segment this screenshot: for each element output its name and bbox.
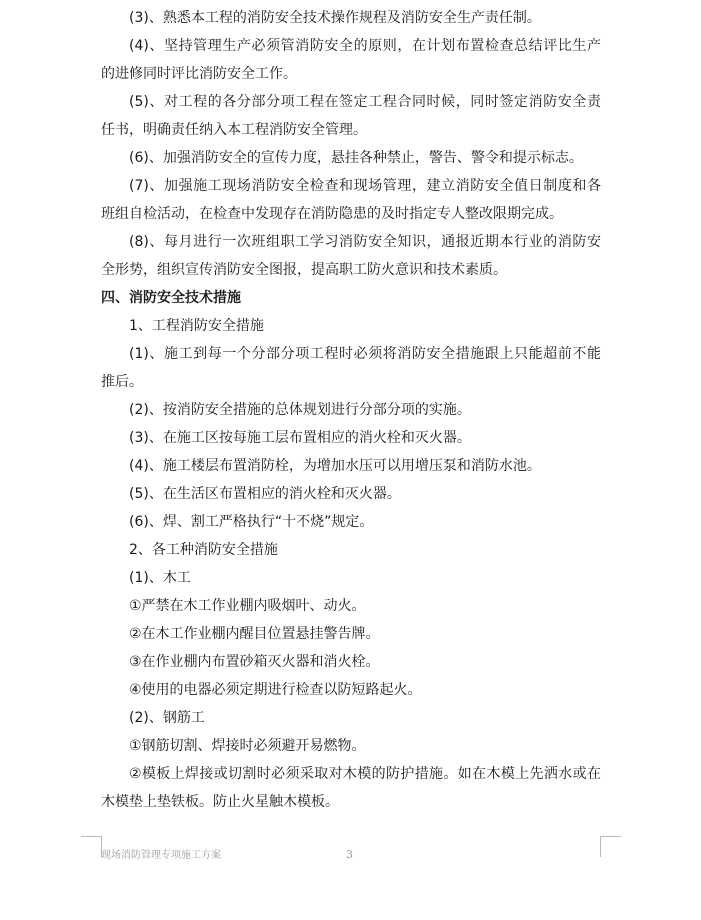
paragraph-line: (5)、对工程的各分部分项工程在签定工程合同时候，同时签定消防安全责 [129, 94, 601, 110]
footer-title: 现场消防管理专项施工方案 [101, 850, 221, 861]
list-item: ②在木工作业棚内醒目位置悬挂警告牌。 [129, 626, 380, 642]
paragraph-line: (2)、按消防安全措施的总体规划进行分部分项的实施。 [129, 402, 471, 418]
paragraph-line: 的进修同时评比消防安全工作。 [101, 66, 297, 82]
paragraph-line: 木模垫上垫铁板。防止火星触木模板。 [101, 794, 339, 810]
document-body [101, 4, 601, 816]
section-heading: 四、消防安全技术措施 [101, 290, 241, 306]
paragraph-line: (7)、加强施工现场消防安全检查和现场管理，建立消防安全值日制度和各 [129, 178, 601, 194]
paragraph-line: (1)、木工 [129, 570, 191, 586]
paragraph-line: (3)、在施工区按每施工层布置相应的消火栓和灭火器。 [129, 430, 471, 446]
paragraph-line: 任书，明确责任纳入本工程消防安全管理。 [101, 122, 367, 138]
paragraph-line: (6)、加强消防安全的宣传力度，悬挂各种禁止，警告、警令和提示标志。 [129, 150, 583, 166]
list-item: ①钢筋切割、焊接时必须避开易燃物。 [129, 738, 366, 754]
paragraph-line: 班组自检活动，在检查中发现存在消防隐患的及时指定专人整改限期完成。 [101, 206, 563, 222]
paragraph-line: (4)、施工楼层布置消防栓，为增加水压可以用增压泵和消防水池。 [129, 458, 541, 474]
page-number: 3 [346, 848, 353, 861]
paragraph-line: (2)、钢筋工 [129, 710, 205, 726]
paragraph-line: (8)、每月进行一次班组职工学习消防安全知识，通报近期本行业的消防安 [129, 234, 601, 250]
paragraph-line: 全形势，组织宣传消防安全图报，提高职工防火意识和技术素质。 [101, 262, 507, 278]
list-item: ②模板上焊接或切割时必须采取对木模的防护措施。如在木模上先洒水或在 [129, 766, 601, 782]
paragraph-line: (1)、施工到每一个分部分项工程时必须将消防安全措施跟上只能超前不能 [129, 346, 601, 362]
subsection-heading: 2、各工种消防安全措施 [129, 542, 278, 558]
paragraph-line: 推后。 [101, 374, 143, 390]
paragraph-line: (6)、焊、割工严格执行“十不烧”规定。 [129, 514, 374, 530]
list-item: ④使用的电器必须定期进行检查以防短路起火。 [129, 682, 422, 698]
footer-crop-mark-right [600, 836, 621, 857]
list-item: ③在作业棚内布置砂箱灭火器和消火栓。 [129, 654, 380, 670]
paragraph-line: (3)、熟悉本工程的消防安全技术操作规程及消防安全生产责任制。 [129, 10, 541, 26]
paragraph-line: (5)、在生活区布置相应的消火栓和灭火器。 [129, 486, 401, 502]
paragraph-line: (4)、坚持管理生产必须管消防安全的原则，在计划布置检查总结评比生产 [129, 38, 601, 54]
list-item: ①严禁在木工作业棚内吸烟叶、动火。 [129, 598, 366, 614]
footer-crop-mark-left [81, 836, 102, 857]
subsection-heading: 1、工程消防安全措施 [129, 318, 264, 334]
